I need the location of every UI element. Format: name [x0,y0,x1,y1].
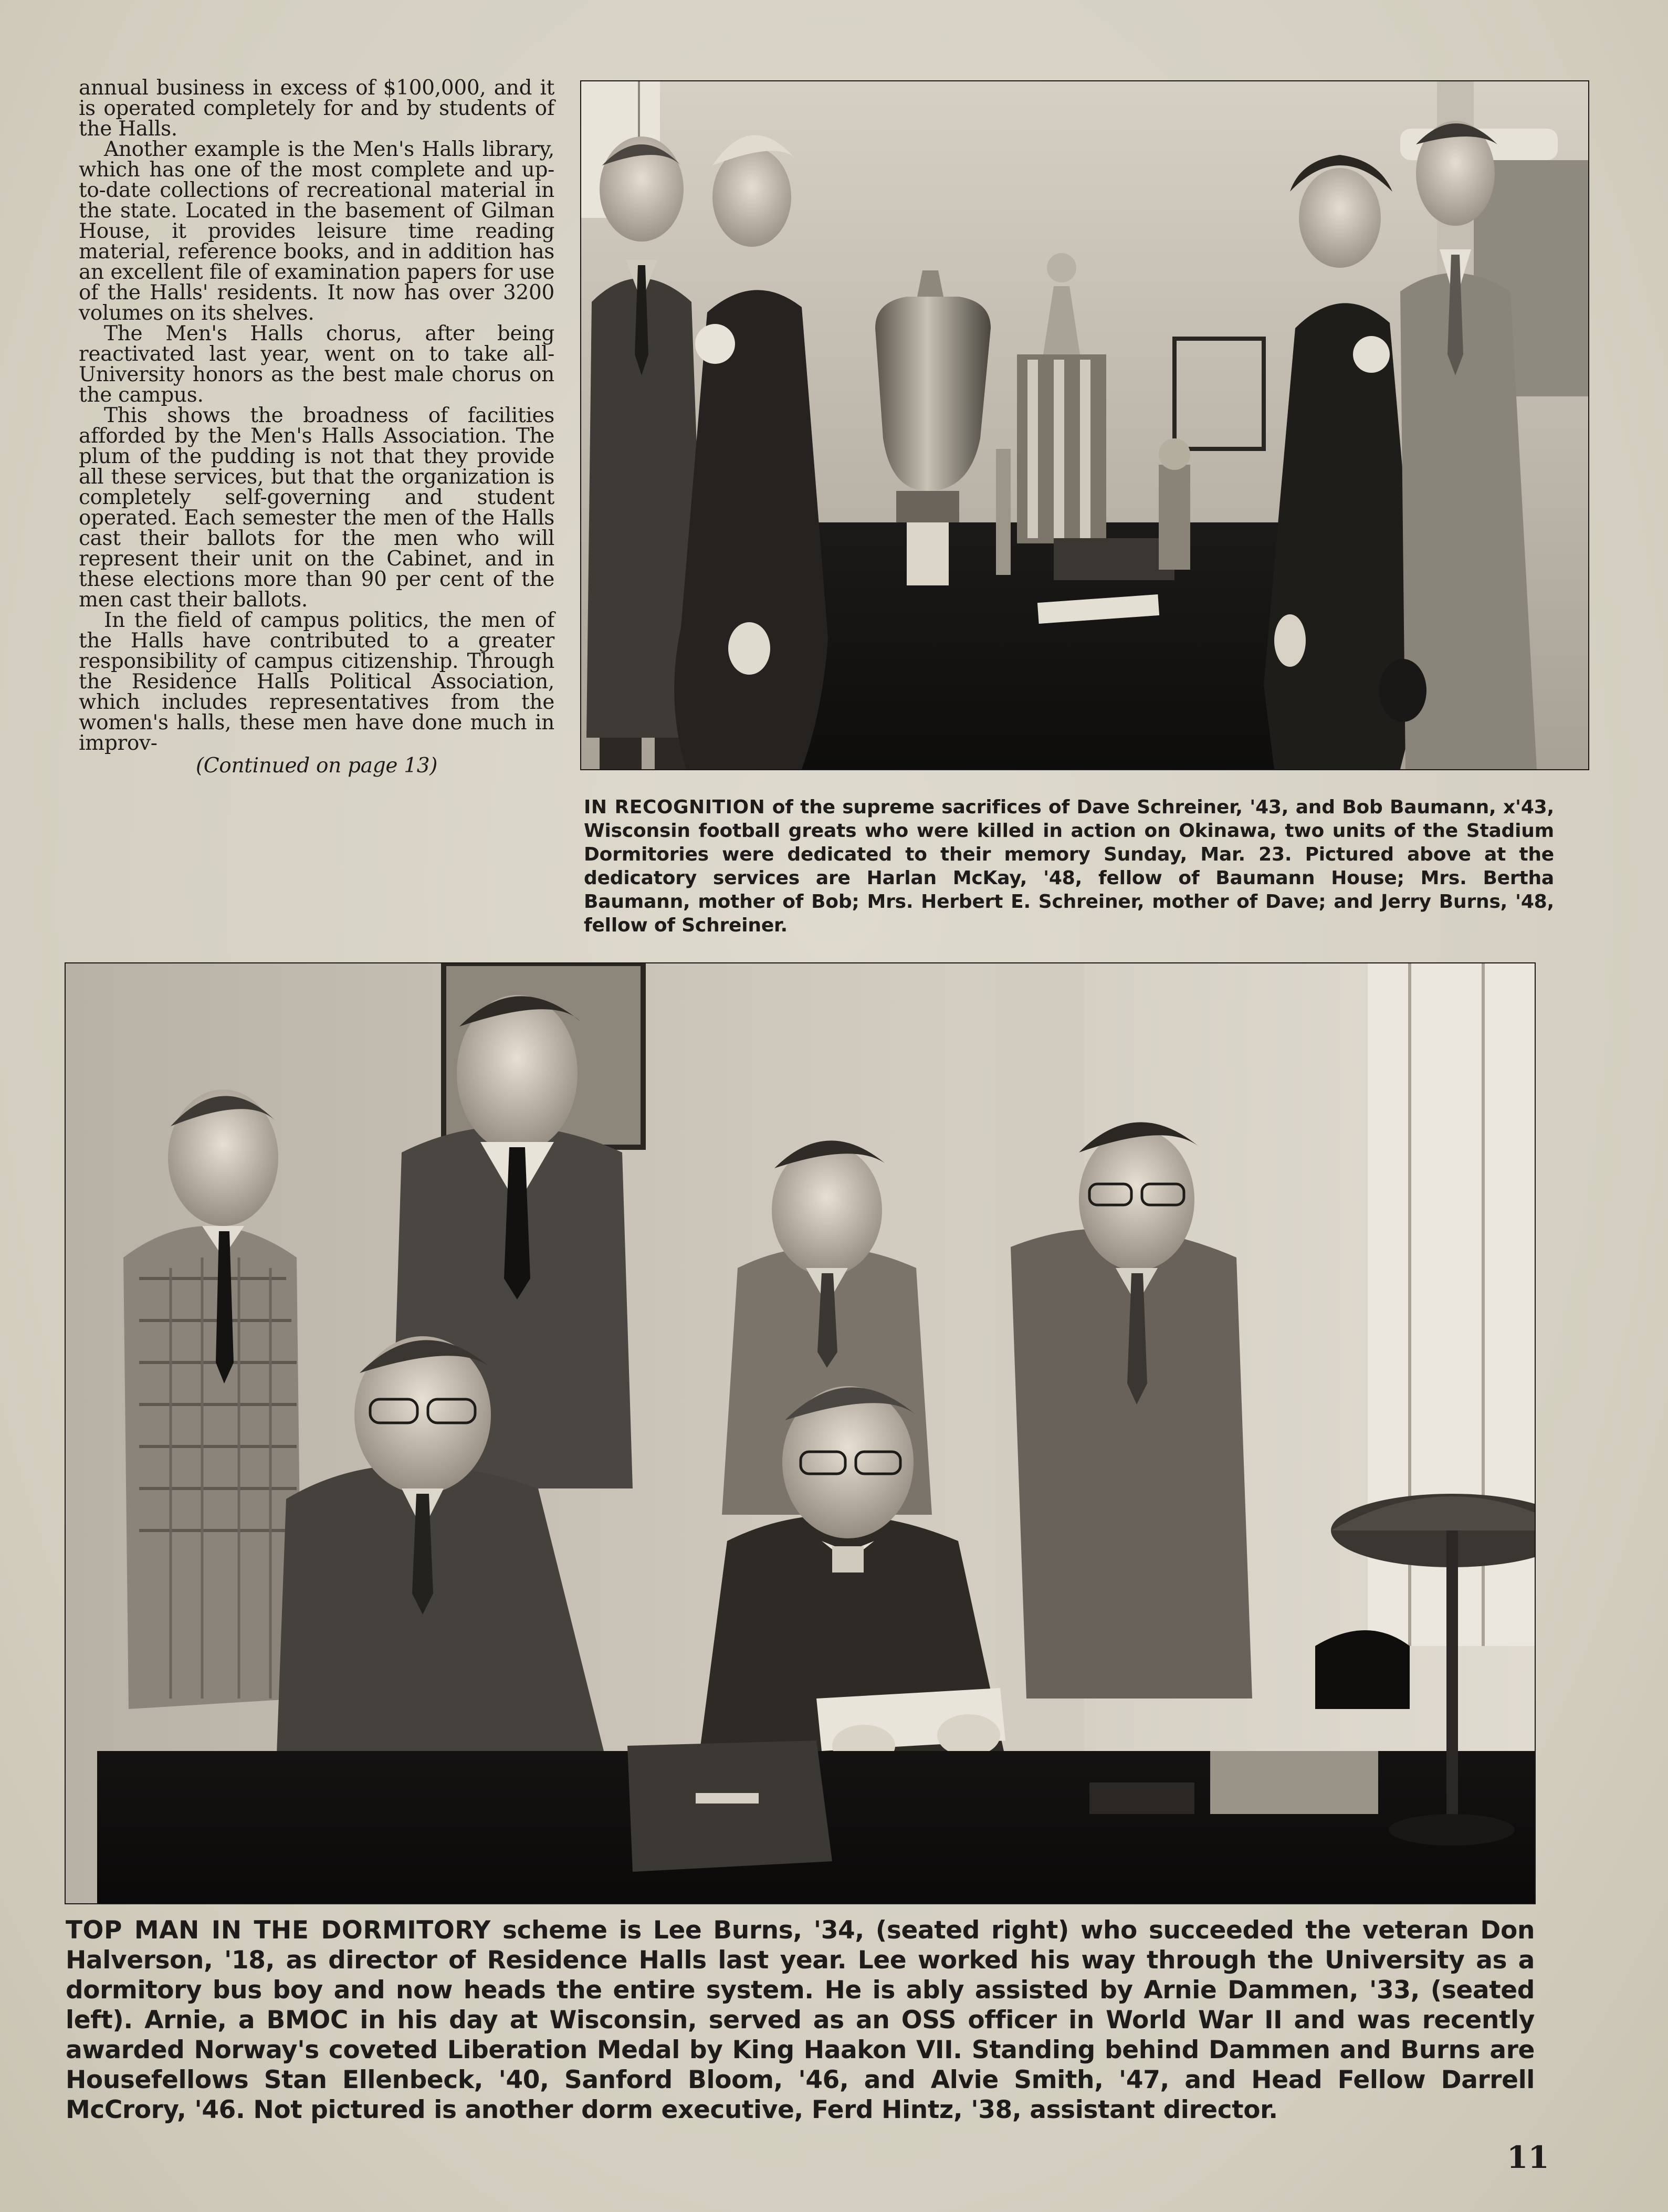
dedication-photo-caption [584,795,1554,937]
staff-photo [66,963,1535,1903]
caption-lead: TOP MAN IN THE DORMITORY [66,1916,491,1945]
article-paragraph: annual business in excess of $100,000, and it is operated completely for and by students of the Halls. [79,76,554,141]
article-paragraph: In the field of campus politics, the men of the Halls have contributed to a greater responsibility of campus citizenship. Through the Residence Halls Political Association, which includes representatives from the women's halls, these men have done much in improv- [79,609,554,755]
caption-text: scheme is Lee Burns, '34, (seated right) who succeeded the veteran Don Halverson, '18, as director of Residence Halls last year. Lee worked his way through the University as a dormitory bus boy and now heads the entire system. He is ably assisted by Arnie Dammen, '33, (seated left). Arnie, a BMOC in his day at Wisconsin, served as an OSS officer in World War II and was recently awarded Norway's coveted Liberation Medal by King Haakon VII. Standing behind Dammen and Burns are Housefellows Stan Ellenbeck, '40, Sanford Bloom, '46, and Alvie Smith, '47, and Head Fellow Darrell McCrory, '46. Not pictured is another dorm executive, Ferd Hintz, '38, assistant director. [66,1916,1535,2124]
notebook [627,1741,832,1872]
desk-box [1210,1751,1378,1814]
dedication-photo [581,81,1588,769]
article-body-column [79,78,554,776]
page-number: 11 [1507,2140,1549,2175]
staff-photo-caption [66,1915,1535,2125]
caption-text: of the supreme sacrifices of Dave Schreiner, '43, and Bob Baumann, x'43, Wisconsin football greats who were killed in action on Okinawa, two units of the Stadium Dormitories were dedicated to their memory Sunday, Mar. 23. Pictured above at the dedicatory services are Harlan McKay, '48, fellow of Baumann House; Mrs. Bertha Baumann, mother of Bob; Mrs. Herbert E. Schreiner, mother of Dave; and Jerry Burns, '48, fellow of Schreiner. [584,796,1555,936]
telephone [1315,1630,1410,1709]
article-paragraph: Another example is the Men's Halls library, which has one of the most complete and up-to-date collections of recreational material in the state. Located in the basement of Gilman House, it provides leisure time reading material, reference books, and in addition has an excellent file of examination papers for use of the Halls' residents. It now has over 3200 volumes on its shelves. [79,138,554,325]
article-paragraph: This shows the broadness of facilities afforded by the Men's Halls Association. The plum of the pudding is not that they provide all these services, but that the organization is completely self-governing and student operated. Each semester the men of the Halls cast their ballots for the men who will represent their unit on the Cabinet, and in these elections more than 90 per cent of the men cast their ballots. [79,404,554,612]
continued-note: (Continued on page 13) [195,754,438,778]
article-paragraph: The Men's Halls chorus, after being reactivated last year, went on to take all-University honors as the best male chorus on the campus. [79,322,554,407]
caption-lead: IN RECOGNITION [584,796,765,818]
